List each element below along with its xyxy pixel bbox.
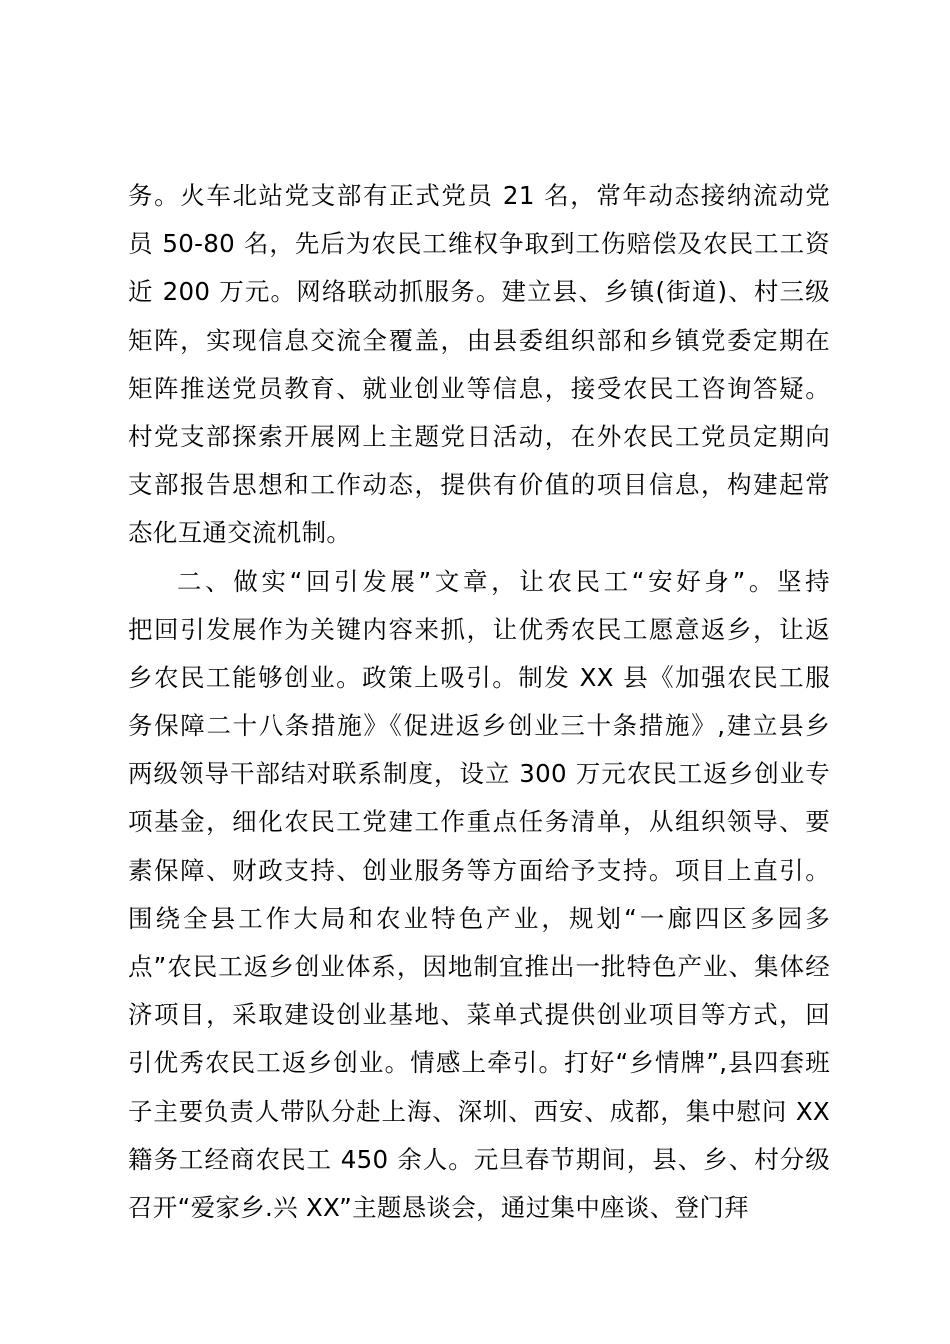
text-line: 员 50-80 名，先后为农民工维权争取到工伤赔偿及农民工工资 bbox=[128, 229, 830, 259]
text-line: 子主要负责人带队分赴上海、深圳、西安、成都，集中慰问 XX bbox=[128, 1096, 830, 1126]
text-line: 支部报告思想和工作动态，提供有价值的项目信息，构建起常 bbox=[128, 470, 830, 500]
text-line: 两级领导干部结对联系制度，设立 300 万元农民工返乡创业专 bbox=[128, 759, 830, 789]
text-line: 态化互通交流机制。 bbox=[128, 518, 352, 548]
text-line: 务。火车北站党支部有正式党员 21 名，常年动态接纳流动党 bbox=[128, 181, 830, 210]
text-line: 籍务工经商农民工 450 余人。元旦春节期间，县、乡、村分级 bbox=[128, 1144, 830, 1174]
text-line: 点”农民工返乡创业体系，因地制宜推出一批特色产业、集体经 bbox=[128, 952, 830, 981]
text-line: 务保障二十八条措施》《促进返乡创业三十条措施》,建立县乡 bbox=[128, 711, 830, 741]
text-line: 把回引发展作为关键内容来抓，让优秀农民工愿意返乡，让返 bbox=[128, 614, 830, 644]
body-text bbox=[128, 172, 830, 1232]
text-line: 引优秀农民工返乡创业。情感上牵引。打好“乡情牌”,县四套班 bbox=[128, 1048, 830, 1078]
text-line: 围绕全县工作大局和农业特色产业，规划“一廊四区多园多 bbox=[128, 903, 830, 933]
text-line: 矩阵，实现信息交流全覆盖，由县委组织部和乡镇党委定期在 bbox=[128, 325, 830, 355]
text-line: 乡农民工能够创业。政策上吸引。制发 XX 县《加强农民工服 bbox=[128, 662, 830, 692]
text-line: 项基金，细化农民工党建工作重点任务清单，从组织领导、要 bbox=[128, 807, 830, 837]
text-line: 矩阵推送党员教育、就业创业等信息，接受农民工咨询答疑。 bbox=[128, 373, 830, 403]
text-line: 二、做实“回引发展”文章，让农民工“安好身”。坚持 bbox=[177, 566, 830, 596]
text-line: 素保障、财政支持、创业服务等方面给予支持。项目上直引。 bbox=[128, 855, 830, 885]
text-line: 村党支部探索开展网上主题党日活动，在外农民工党员定期向 bbox=[128, 421, 830, 451]
text-line: 近 200 万元。网络联动抓服务。建立县、乡镇(街道)、村三级 bbox=[128, 277, 830, 307]
text-line: 召开“爱家乡.兴 XX”主题恳谈会，通过集中座谈、登门拜 bbox=[128, 1192, 749, 1222]
text-line: 济项目，采取建设创业基地、菜单式提供创业项目等方式，回 bbox=[128, 1000, 830, 1030]
